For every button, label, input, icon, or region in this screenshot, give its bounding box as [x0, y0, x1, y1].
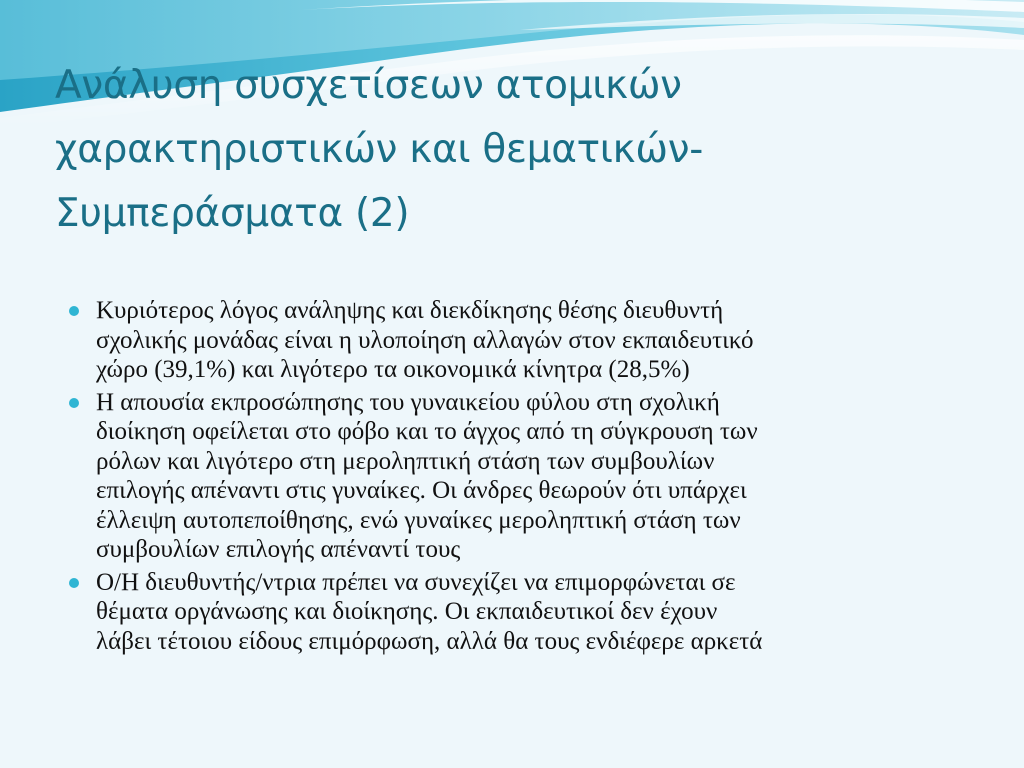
bullet-line: λάβει τέτοιου είδους επιμόρφωση, αλλά θα τους ενδιέφερε αρκετά [96, 627, 763, 655]
bullet-item [66, 296, 986, 385]
bullet-line: διοίκηση οφείλεται στο φόβο και το άγχος από τη σύγκρουση των [96, 418, 758, 445]
title-line: χαρακτηριστικών και θεματικών- [55, 127, 703, 172]
bullet-line: επιλογής απέναντι στις γυναίκες. Οι άνδρες θεωρούν ότι υπάρχει [96, 477, 747, 504]
bullet-dot-icon [69, 578, 79, 588]
title-line: Ανάλυση συσχετίσεων ατομικών [55, 63, 682, 108]
bullet-line: έλλειψη αυτοπεποίθησης, ενώ γυναίκες μεροληπτική στάση των [96, 506, 741, 534]
bullet-line: σχολικής μονάδας είναι η υλοποίηση αλλαγών στον εκπαιδευτικό [96, 326, 754, 354]
bullet-text [96, 568, 986, 657]
bullet-list [66, 296, 986, 659]
bullet-line: Κυριότερος λόγος ανάληψης και διεκδίκησης θέσης διευθυντή [96, 297, 724, 324]
bullet-line: θέματα οργάνωσης και διοίκησης. Οι εκπαιδευτικοί δεν έχουν [96, 598, 718, 625]
bullet-dot-icon [69, 398, 79, 408]
bullet-text [96, 388, 986, 565]
bullet-line: ρόλων και λιγότερο στη μεροληπτική στάση των συμβουλίων [96, 447, 715, 475]
bullet-item [66, 568, 986, 657]
bullet-dot-icon [69, 306, 79, 316]
slide-title [55, 54, 995, 246]
bullet-line: συμβουλίων επιλογής απέναντί τους [96, 536, 461, 563]
bullet-line: χώρο (39,1%) και λιγότερο τα οικονομικά κίνητρα (28,5%) [96, 356, 690, 383]
bullet-line: Ο/Η διευθυντής/ντρια πρέπει να συνεχίζει να επιμορφώνεται σε [96, 568, 736, 596]
bullet-line: Η απουσία εκπροσώπησης του γυναικείου φύλου στη σχολική [96, 388, 720, 416]
bullet-text [96, 296, 986, 385]
bullet-item [66, 388, 986, 565]
title-line: Συμπεράσματα (2) [55, 191, 410, 236]
